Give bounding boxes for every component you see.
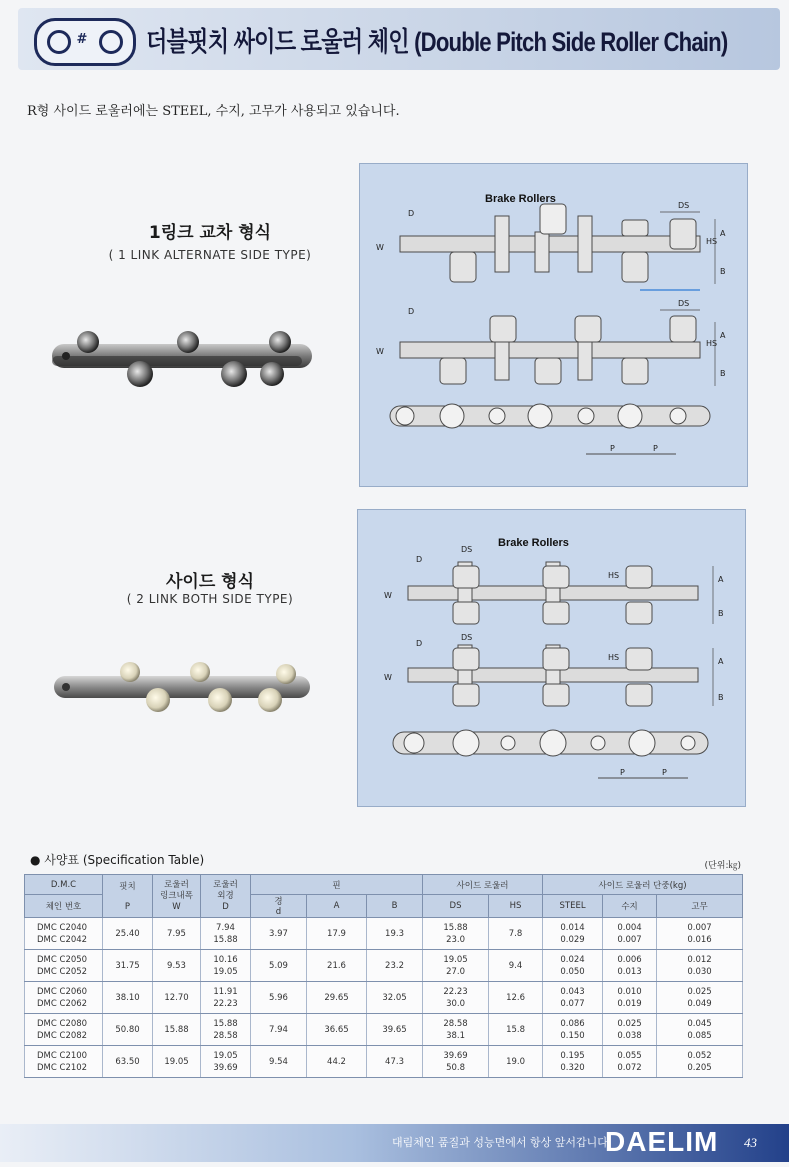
cell-roller-dia: 15.88 28.58 xyxy=(201,1014,251,1046)
dim-d-label: D xyxy=(416,639,423,648)
dim-a-label: A xyxy=(718,657,724,666)
footer-slogan: 대림체인 품질과 성능면에서 항상 앞서갑니다. xyxy=(392,1136,612,1149)
cell-roller-width: 9.53 xyxy=(153,950,201,982)
dim-w-label: W xyxy=(384,673,392,682)
page-header xyxy=(18,8,780,70)
cell-steel: 0.043 0.077 xyxy=(543,982,603,1014)
cell-rubber: 0.007 0.016 xyxy=(657,918,743,950)
page-number: 43 xyxy=(744,1135,757,1150)
cell-roller-width: 7.95 xyxy=(153,918,201,950)
dim-d-label: D xyxy=(416,555,423,564)
dim-d-label: D xyxy=(408,307,415,316)
header-pitch: 핏치 P xyxy=(103,875,153,918)
cell-roller-width: 12.70 xyxy=(153,982,201,1014)
cell-model: DMC C2080 DMC C2082 xyxy=(25,1014,103,1046)
table-row xyxy=(25,1046,743,1078)
cell-ds: 39.69 50.8 xyxy=(423,1046,489,1078)
dim-b-label: B xyxy=(720,267,726,276)
cell-roller-width: 15.88 xyxy=(153,1014,201,1046)
cell-pin-dia: 3.97 xyxy=(251,918,307,950)
cell-pin-b: 39.65 xyxy=(367,1014,423,1046)
header-dmc: D.M.C xyxy=(25,875,103,895)
cell-pin-b: 23.2 xyxy=(367,950,423,982)
pitch-label: P xyxy=(620,768,625,777)
cell-steel: 0.086 0.150 xyxy=(543,1014,603,1046)
cell-roller-dia: 7.94 15.88 xyxy=(201,918,251,950)
dim-hs-label: HS xyxy=(608,571,620,580)
cell-pitch: 63.50 xyxy=(103,1046,153,1078)
cell-rubber: 0.012 0.030 xyxy=(657,950,743,982)
cell-pin-dia: 5.96 xyxy=(251,982,307,1014)
header-steel: STEEL xyxy=(543,895,603,918)
cell-model: DMC C2100 DMC C2102 xyxy=(25,1046,103,1078)
cell-pin-dia: 9.54 xyxy=(251,1046,307,1078)
cell-pin-a: 29.65 xyxy=(307,982,367,1014)
header-roller-dia: 로울러 외경 D xyxy=(201,875,251,918)
dim-b-label: B xyxy=(720,369,726,378)
dim-hs-label: HS xyxy=(706,339,718,348)
cell-resin: 0.004 0.007 xyxy=(603,918,657,950)
dim-a-label: A xyxy=(720,331,726,340)
header-pin-dia: 경 d xyxy=(251,895,307,918)
header-ds: DS xyxy=(423,895,489,918)
dim-a-label: A xyxy=(720,229,726,238)
cell-hs: 15.8 xyxy=(489,1014,543,1046)
pitch-label: P xyxy=(610,444,615,453)
page-title: 더블핏치 싸이드 로울러 체인 (Double Pitch Side Roller Chain) xyxy=(146,27,728,57)
cell-pitch: 25.40 xyxy=(103,918,153,950)
cell-model: DMC C2050 DMC C2052 xyxy=(25,950,103,982)
dim-w-label: W xyxy=(384,591,392,600)
cell-hs: 7.8 xyxy=(489,918,543,950)
spec-table xyxy=(24,874,743,1078)
cell-resin: 0.010 0.019 xyxy=(603,982,657,1014)
type1-diagram xyxy=(359,163,748,487)
cell-ds: 15.88 23.0 xyxy=(423,918,489,950)
pitch-label: P xyxy=(662,768,667,777)
table-row xyxy=(25,1014,743,1046)
cell-pin-b: 47.3 xyxy=(367,1046,423,1078)
header-pin: 핀 xyxy=(251,875,423,895)
cell-steel: 0.024 0.050 xyxy=(543,950,603,982)
pitch-label: P xyxy=(653,444,658,453)
cell-ds: 19.05 27.0 xyxy=(423,950,489,982)
brake-rollers-label: Brake Rollers xyxy=(485,193,556,205)
header-side-roller: 사이드 로울러 xyxy=(423,875,543,895)
cell-rubber: 0.052 0.205 xyxy=(657,1046,743,1078)
cell-pin-a: 21.6 xyxy=(307,950,367,982)
dim-ds-label: DS xyxy=(461,545,473,554)
header-pin-b: B xyxy=(367,895,423,918)
dim-hs-label: HS xyxy=(706,237,718,246)
cell-roller-dia: 11.91 22.23 xyxy=(201,982,251,1014)
cell-pitch: 38.10 xyxy=(103,982,153,1014)
type1-subtitle: ( 1 LINK ALTERNATE SIDE TYPE) xyxy=(108,248,312,262)
cell-roller-dia: 19.05 39.69 xyxy=(201,1046,251,1078)
cell-resin: 0.006 0.013 xyxy=(603,950,657,982)
cell-hs: 12.6 xyxy=(489,982,543,1014)
intro-text: R형 사이드 로울러에는 STEEL, 수지, 고무가 사용되고 있습니다. xyxy=(27,104,400,119)
cell-pitch: 50.80 xyxy=(103,1014,153,1046)
type2-subtitle: ( 2 LINK BOTH SIDE TYPE) xyxy=(126,592,294,606)
cell-rubber: 0.045 0.085 xyxy=(657,1014,743,1046)
table-row xyxy=(25,982,743,1014)
header-resin: 수지 xyxy=(603,895,657,918)
type1-chain-photo xyxy=(48,330,323,395)
type2-chain-photo xyxy=(50,660,322,722)
cell-hs: 19.0 xyxy=(489,1046,543,1078)
header-hs: HS xyxy=(489,895,543,918)
cell-pin-b: 32.05 xyxy=(367,982,423,1014)
cell-pin-dia: 5.09 xyxy=(251,950,307,982)
type1-title: 1링크 교차 형식 xyxy=(148,223,272,243)
cell-steel: 0.195 0.320 xyxy=(543,1046,603,1078)
dim-hs-label: HS xyxy=(608,653,620,662)
type2-diagram xyxy=(357,509,746,807)
unit-label: (단위:㎏) xyxy=(704,861,741,871)
cell-roller-width: 19.05 xyxy=(153,1046,201,1078)
brake-rollers-label: Brake Rollers xyxy=(498,537,569,549)
header-pin-a: A xyxy=(307,895,367,918)
cell-roller-dia: 10.16 19.05 xyxy=(201,950,251,982)
cell-model: DMC C2040 DMC C2042 xyxy=(25,918,103,950)
cell-model: DMC C2060 DMC C2062 xyxy=(25,982,103,1014)
dim-d-label: D xyxy=(408,209,415,218)
cell-pin-a: 36.65 xyxy=(307,1014,367,1046)
dim-ds-label: DS xyxy=(678,299,690,308)
cell-steel: 0.014 0.029 xyxy=(543,918,603,950)
brand-logo: DAELIM xyxy=(605,1126,719,1157)
dim-ds-label: DS xyxy=(678,201,690,210)
dim-w-label: W xyxy=(376,243,384,252)
table-row xyxy=(25,950,743,982)
table-row xyxy=(25,918,743,950)
cell-pin-a: 44.2 xyxy=(307,1046,367,1078)
header-chain-no: 체인 번호 xyxy=(25,895,103,918)
dim-w-label: W xyxy=(376,347,384,356)
cell-pin-b: 19.3 xyxy=(367,918,423,950)
header-rubber: 고무 xyxy=(657,895,743,918)
cell-pin-a: 17.9 xyxy=(307,918,367,950)
cell-hs: 9.4 xyxy=(489,950,543,982)
cell-rubber: 0.025 0.049 xyxy=(657,982,743,1014)
page-footer xyxy=(0,1124,789,1162)
header-weight: 사이드 로울러 단중(kg) xyxy=(543,875,743,895)
dim-ds-label: DS xyxy=(461,633,473,642)
dim-b-label: B xyxy=(718,609,724,618)
spec-table-label: ● 사양표 (Specification Table) xyxy=(30,853,205,867)
cell-resin: 0.055 0.072 xyxy=(603,1046,657,1078)
dim-a-label: A xyxy=(718,575,724,584)
dim-b-label: B xyxy=(718,693,724,702)
chain-link-logo-icon: # xyxy=(34,18,136,66)
type2-title: 사이드 형식 xyxy=(165,572,255,592)
cell-ds: 22.23 30.0 xyxy=(423,982,489,1014)
cell-ds: 28.58 38.1 xyxy=(423,1014,489,1046)
cell-pin-dia: 7.94 xyxy=(251,1014,307,1046)
header-roller-width: 로울러 링크내폭 W xyxy=(153,875,201,918)
cell-resin: 0.025 0.038 xyxy=(603,1014,657,1046)
cell-pitch: 31.75 xyxy=(103,950,153,982)
